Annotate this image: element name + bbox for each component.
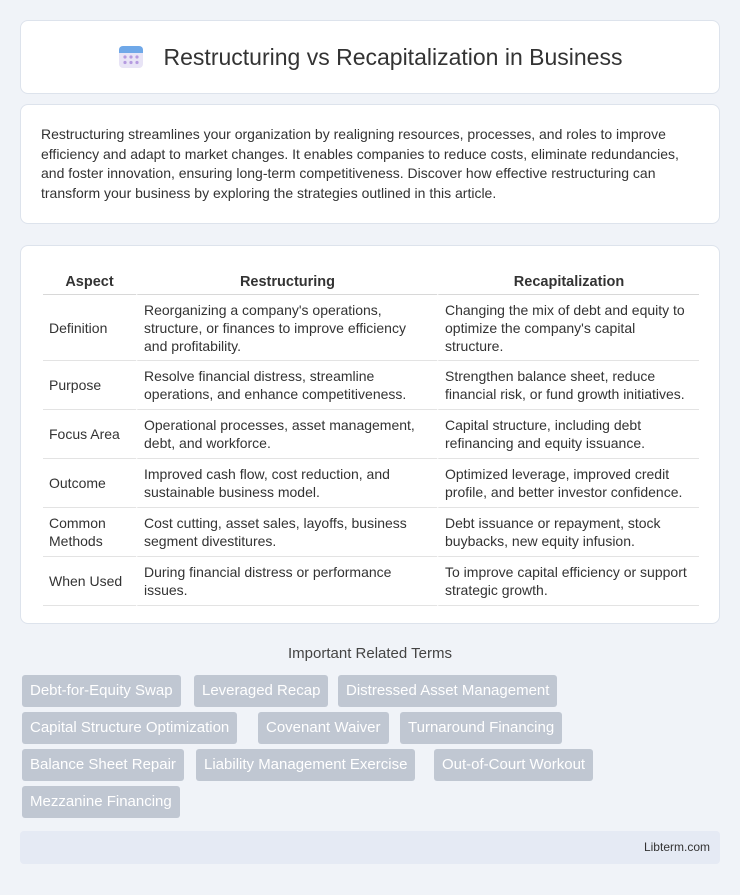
related-term-tag[interactable]: Debt-for-Equity Swap: [22, 675, 181, 707]
row-restructuring: Reorganizing a company's operations, structure, or finances to improve efficiency and profitability.: [136, 295, 437, 361]
footer: [20, 831, 720, 864]
header-restructuring: Restructuring: [136, 266, 437, 295]
intro-text: Restructuring streamlines your organization by realigning resources, processes, and roles to improve efficiency and adapt to market changes. It enables companies to reduce costs, eliminate redundancies, and foster innovation, ensuring long-term competitiveness. Discover how effective restructuring can transform your business by exploring the strategies outlined in this article.: [41, 126, 679, 201]
related-terms-title: Important Related Terms: [288, 645, 452, 662]
related-term-tag[interactable]: Turnaround Financing: [400, 712, 562, 744]
table-row: [43, 361, 699, 410]
table-row: [43, 459, 699, 508]
header-recapitalization: Recapitalization: [437, 266, 699, 295]
row-restructuring: Cost cutting, asset sales, layoffs, business segment divestitures.: [136, 508, 437, 557]
table-row: [43, 295, 699, 361]
row-recapitalization: To improve capital efficiency or support strategic growth.: [437, 557, 699, 606]
row-recapitalization: Strengthen balance sheet, reduce financial risk, or fund growth initiatives.: [437, 361, 699, 410]
page-title: Restructuring vs Recapitalization in Business: [163, 43, 623, 70]
comparison-table: [43, 266, 699, 606]
row-aspect: Outcome: [43, 459, 136, 508]
related-term-tag[interactable]: Distressed Asset Management: [338, 675, 557, 707]
comparison-table-card: [20, 245, 720, 624]
related-term-tag[interactable]: Out-of-Court Workout: [434, 749, 593, 781]
related-term-tag[interactable]: Balance Sheet Repair: [22, 749, 184, 781]
table-header-row: [43, 266, 699, 295]
row-aspect: Definition: [43, 295, 136, 361]
related-term-tag[interactable]: Liability Management Exercise: [196, 749, 415, 781]
row-restructuring: During financial distress or performance issues.: [136, 557, 437, 606]
table-row: [43, 557, 699, 606]
table-row: [43, 508, 699, 557]
intro-card: [20, 104, 720, 224]
row-recapitalization: Changing the mix of debt and equity to optimize the company's capital structure.: [437, 295, 699, 361]
related-term-tag[interactable]: Leveraged Recap: [194, 675, 328, 707]
footer-site-link[interactable]: Libterm.com: [643, 840, 710, 854]
header-aspect: Aspect: [43, 266, 136, 295]
calendar-icon: [118, 44, 144, 70]
row-aspect: Purpose: [43, 361, 136, 410]
row-aspect: Focus Area: [43, 410, 136, 459]
row-recapitalization: Debt issuance or repayment, stock buybacks, new equity infusion.: [437, 508, 699, 557]
table-row: [43, 410, 699, 459]
row-recapitalization: Capital structure, including debt refinancing and equity issuance.: [437, 410, 699, 459]
related-term-tag[interactable]: Capital Structure Optimization: [22, 712, 237, 744]
row-restructuring: Resolve financial distress, streamline operations, and enhance competitiveness.: [136, 361, 437, 410]
row-aspect: When Used: [43, 557, 136, 606]
row-aspect: Common Methods: [43, 508, 136, 557]
row-recapitalization: Optimized leverage, improved credit profile, and better investor confidence.: [437, 459, 699, 508]
row-restructuring: Operational processes, asset management, debt, and workforce.: [136, 410, 437, 459]
related-term-tag[interactable]: Covenant Waiver: [258, 712, 389, 744]
header-card: [20, 20, 720, 94]
row-restructuring: Improved cash flow, cost reduction, and sustainable business model.: [136, 459, 437, 508]
related-term-tag[interactable]: Mezzanine Financing: [22, 786, 180, 818]
